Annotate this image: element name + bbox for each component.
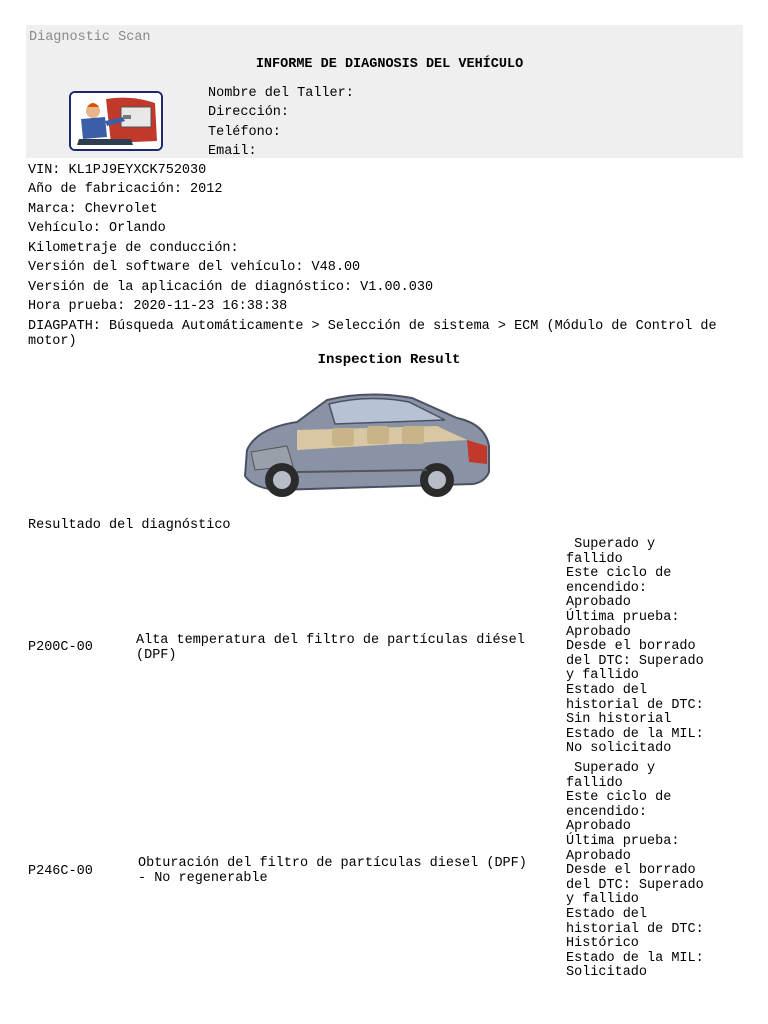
dtc-status-line: del DTC: Superado xyxy=(566,653,704,669)
manufacture-year: Año de fabricación: 2012 xyxy=(28,182,223,197)
shop-email-label: Email: xyxy=(208,144,257,159)
dtc-status-line: No solicitado xyxy=(566,741,672,757)
dtc-status-line: Aprobado xyxy=(566,819,631,835)
dtc-status-line: Estado del xyxy=(566,682,648,698)
dtc-status-line: historial de DTC: xyxy=(566,697,704,713)
dtc-status-line: Histórico xyxy=(566,936,639,952)
shop-address-label: Dirección: xyxy=(208,105,290,120)
vehicle-model: Vehículo: Orlando xyxy=(28,221,166,236)
dtc-status-line: y fallido xyxy=(566,892,639,908)
dtc-status-line: y fallido xyxy=(566,668,639,684)
dtc-status-line: Este ciclo de xyxy=(566,790,672,806)
dtc-status-line: Desde el borrado xyxy=(566,639,696,655)
dtc-status-line: Solicitado xyxy=(566,965,648,981)
brand: Marca: Chevrolet xyxy=(28,202,158,217)
dtc-status-line: Última prueba: xyxy=(566,833,680,849)
dtc-status-line: Superado y xyxy=(566,761,656,776)
dtc-status xyxy=(566,538,741,757)
inspection-title: Inspection Result xyxy=(317,352,461,368)
car-illustration xyxy=(237,380,497,515)
dtc-status-line: Sin historial xyxy=(566,712,672,728)
dtc-code: P200C-00 xyxy=(28,640,93,655)
dtc-status-line: Este ciclo de xyxy=(566,566,672,582)
diagnosis-result-label: Resultado del diagnóstico xyxy=(28,518,231,533)
shop-name-label: Nombre del Taller: xyxy=(208,86,354,101)
mechanic-logo xyxy=(69,91,163,151)
shop-phone-label: Teléfono: xyxy=(208,125,281,140)
app-version: Versión de la aplicación de diagnóstico: V1.00.030 xyxy=(28,280,434,295)
vin: VIN: KL1PJ9EYXCK752030 xyxy=(28,163,207,178)
dtc-status-line: Estado de la MIL: xyxy=(566,950,704,966)
dtc-status-line: Desde el borrado xyxy=(566,863,696,879)
mechanic-logo-icon xyxy=(71,93,161,149)
dtc-status-line: Aprobado xyxy=(566,595,631,611)
dtc-status-line: encendido: xyxy=(566,804,648,820)
dtc-status-line: Estado de la MIL: xyxy=(566,726,704,742)
report-title: INFORME DE DIAGNOSIS DEL VEHÍCULO xyxy=(255,57,524,72)
dtc-status-line: encendido: xyxy=(566,580,648,596)
dtc-status-line: Última prueba: xyxy=(566,609,680,625)
dtc-status-line: historial de DTC: xyxy=(566,921,704,937)
dtc-status-line: Aprobado xyxy=(566,624,631,640)
dtc-status xyxy=(566,762,741,981)
dtc-status-line: fallido xyxy=(566,551,623,567)
app-label: Diagnostic Scan xyxy=(29,30,151,45)
dtc-status-line: Superado y xyxy=(566,537,656,552)
dtc-status-line: Estado del xyxy=(566,906,648,922)
dtc-code: P246C-00 xyxy=(28,864,93,879)
dtc-status-line: Aprobado xyxy=(566,848,631,864)
dtc-status-line: fallido xyxy=(566,775,623,791)
car-cutaway-icon xyxy=(237,380,497,515)
test-time: Hora prueba: 2020-11-23 16:38:38 xyxy=(28,299,288,314)
dtc-status-line: del DTC: Superado xyxy=(566,877,704,893)
dtc-description: Alta temperatura del filtro de partículas diésel (DPF) xyxy=(136,633,525,663)
dtc-description: Obturación del filtro de partículas diesel (DPF) - No regenerable xyxy=(138,856,527,886)
diagpath: DIAGPATH: Búsqueda Automáticamente > Selección de sistema > ECM (Módulo de Control de motor) xyxy=(28,319,717,349)
report-header xyxy=(26,25,743,158)
software-version: Versión del software del vehículo: V48.00 xyxy=(28,260,361,275)
mileage: Kilometraje de conducción: xyxy=(28,241,239,256)
